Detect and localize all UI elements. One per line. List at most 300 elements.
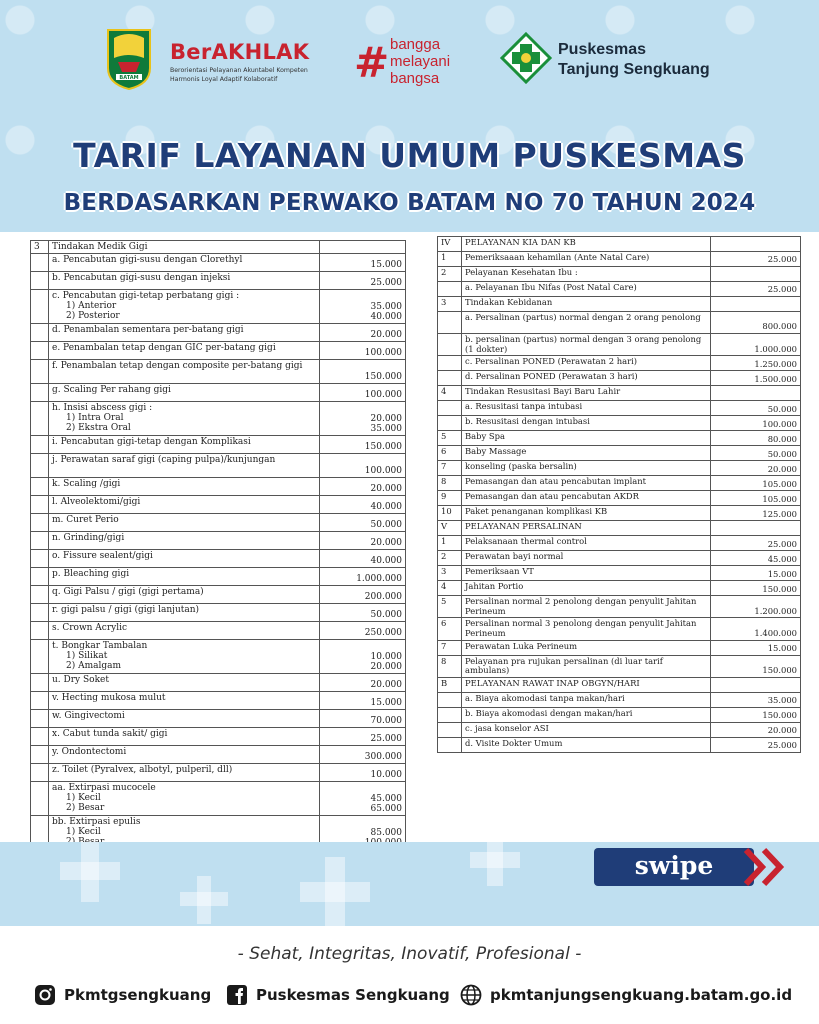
table-row xyxy=(31,254,406,272)
puskesmas-name xyxy=(558,40,710,80)
puskesmas-line1: Puskesmas xyxy=(558,41,647,58)
row-number xyxy=(31,360,49,384)
row-sub-price: 20.000 xyxy=(370,662,402,672)
table-row xyxy=(438,237,801,252)
row-price: 20.000 xyxy=(320,674,406,692)
row-number: 7 xyxy=(438,461,462,476)
row-price: 25.000 xyxy=(320,728,406,746)
table-row xyxy=(438,282,801,297)
row-number: 7 xyxy=(438,640,462,655)
table-row xyxy=(438,521,801,536)
row-label-text: f. Penambalan tetap dengan composite per-batang gigi xyxy=(52,361,303,371)
table-row xyxy=(438,707,801,722)
chevron-right-icon xyxy=(740,842,790,892)
row-label-text: z. Toilet (Pyralvex, albotyl, pulperil, dll) xyxy=(52,765,233,775)
row-price: 1.400.000 xyxy=(711,618,801,640)
row-number xyxy=(31,514,49,532)
row-sub-label: 2) Besar xyxy=(66,803,105,813)
row-number xyxy=(31,568,49,586)
row-label xyxy=(49,692,320,710)
row-number: 2 xyxy=(438,551,462,566)
row-price: 50.000 xyxy=(320,514,406,532)
table-row xyxy=(438,551,801,566)
row-price: 150.000 xyxy=(320,436,406,454)
batam-crest-icon xyxy=(104,28,154,90)
row-label: Pelayanan Kesehatan Ibu : xyxy=(462,267,711,282)
row-label-text: bb. Extirpasi epulis xyxy=(52,817,141,827)
row-label xyxy=(49,604,320,622)
row-number xyxy=(438,707,462,722)
row-label xyxy=(49,360,320,384)
row-price: 125.000 xyxy=(711,506,801,521)
row-number: 2 xyxy=(438,267,462,282)
table-row xyxy=(438,655,801,677)
row-price: 25.000 xyxy=(711,252,801,267)
globe-icon xyxy=(460,984,482,1006)
row-price: 100.000 xyxy=(320,384,406,402)
row-price: 150.000 xyxy=(711,707,801,722)
table-row xyxy=(438,476,801,491)
bangga-line1: bangga xyxy=(390,36,441,53)
section-number: 3 xyxy=(31,241,49,254)
row-sub-label: 1) Intra Oral xyxy=(66,413,124,423)
row-label xyxy=(49,782,320,816)
facebook-icon xyxy=(226,984,248,1006)
row-price xyxy=(711,267,801,282)
table-row xyxy=(438,446,801,461)
row-label: Pelayanan pra rujukan persalinan (di luar tarif ambulans) xyxy=(462,655,711,677)
row-price xyxy=(711,386,801,401)
row-number: 6 xyxy=(438,446,462,461)
table-row xyxy=(31,324,406,342)
row-price: 1.500.000 xyxy=(711,371,801,386)
row-number: 1 xyxy=(438,252,462,267)
row-number xyxy=(31,290,49,324)
row-label: b. Resusitasi dengan intubasi xyxy=(462,416,711,431)
row-number: 6 xyxy=(438,618,462,640)
table-row xyxy=(31,290,406,324)
table-row xyxy=(31,272,406,290)
row-number xyxy=(31,782,49,816)
row-label-text: x. Cabut tunda sakit/ gigi xyxy=(52,729,168,739)
row-price: 25.000 xyxy=(711,282,801,297)
row-number xyxy=(31,436,49,454)
table-row xyxy=(31,454,406,478)
row-label: d. Visite Dokter Umum xyxy=(462,737,711,752)
row-price: 35.000 xyxy=(711,692,801,707)
row-price: 100.000 xyxy=(711,416,801,431)
row-price: 80.000 xyxy=(711,431,801,446)
table-row xyxy=(31,402,406,436)
table-row xyxy=(438,371,801,386)
row-number xyxy=(31,254,49,272)
row-price: 100.000 xyxy=(320,454,406,478)
row-price xyxy=(711,521,801,536)
row-sub-price: 35.000 xyxy=(370,302,402,312)
table-row xyxy=(31,764,406,782)
row-number: 8 xyxy=(438,655,462,677)
row-label-text: i. Pencabutan gigi-tetap dengan Komplikasi xyxy=(52,437,251,447)
row-price xyxy=(320,290,406,324)
batam-label: BATAM xyxy=(119,75,139,81)
row-price: 20.000 xyxy=(711,722,801,737)
row-number: 4 xyxy=(438,386,462,401)
row-sub-price: 10.000 xyxy=(370,652,402,662)
row-label: PELAYANAN RAWAT INAP OBGYN/HARI xyxy=(462,677,711,692)
row-label xyxy=(49,710,320,728)
row-number: 10 xyxy=(438,506,462,521)
row-number xyxy=(31,640,49,674)
row-price: 70.000 xyxy=(320,710,406,728)
row-price: 25.000 xyxy=(711,536,801,551)
row-price: 300.000 xyxy=(320,746,406,764)
row-number: 4 xyxy=(438,581,462,596)
row-price: 20.000 xyxy=(320,324,406,342)
row-label-text: h. Insisi abscess gigi : xyxy=(52,403,153,413)
row-price: 100.000 xyxy=(320,342,406,360)
website-url: pkmtanjungsengkuang.batam.go.id xyxy=(490,986,793,1004)
row-label-text: c. Pencabutan gigi-tetap perbatang gigi : xyxy=(52,291,240,301)
row-label xyxy=(49,254,320,272)
row-label xyxy=(49,622,320,640)
row-price: 25.000 xyxy=(711,737,801,752)
row-label: c. jasa konselor ASI xyxy=(462,722,711,737)
row-number xyxy=(31,478,49,496)
bangga-line3: bangsa xyxy=(390,70,440,87)
row-price: 40.000 xyxy=(320,550,406,568)
table-row xyxy=(438,267,801,282)
row-label-text: r. gigi palsu / gigi (gigi lanjutan) xyxy=(52,605,200,615)
row-price: 150.000 xyxy=(711,581,801,596)
row-sub-label: 2) Ekstra Oral xyxy=(66,423,131,433)
row-number xyxy=(31,604,49,622)
row-price: 50.000 xyxy=(711,401,801,416)
row-price: 20.000 xyxy=(711,461,801,476)
row-number xyxy=(31,324,49,342)
row-label xyxy=(49,324,320,342)
row-price xyxy=(320,640,406,674)
row-number xyxy=(31,746,49,764)
row-price: 105.000 xyxy=(711,476,801,491)
row-number: 3 xyxy=(438,297,462,312)
row-label xyxy=(49,728,320,746)
row-label-text: e. Penambalan tetap dengan GIC per-batang gigi xyxy=(52,343,276,353)
table-row xyxy=(31,782,406,816)
row-label: Paket penanganan komplikasi KB xyxy=(462,506,711,521)
left-tariff-table xyxy=(30,240,406,850)
row-label xyxy=(49,342,320,360)
table-row xyxy=(438,356,801,371)
row-label: Tindakan Kebidanan xyxy=(462,297,711,312)
row-price: 10.000 xyxy=(320,764,406,782)
table-row xyxy=(438,506,801,521)
swipe-button[interactable]: swipe xyxy=(594,848,754,886)
table-row xyxy=(31,478,406,496)
row-number xyxy=(31,402,49,436)
row-label-text: q. Gigi Palsu / gigi (gigi pertama) xyxy=(52,587,204,597)
row-label xyxy=(49,674,320,692)
table-row xyxy=(438,252,801,267)
row-price: 150.000 xyxy=(320,360,406,384)
table-row xyxy=(438,677,801,692)
row-number xyxy=(31,342,49,360)
section-title: Tindakan Medik Gigi xyxy=(49,241,320,254)
row-label-text: t. Bongkar Tambalan xyxy=(52,641,148,651)
table-row xyxy=(31,674,406,692)
row-price: 250.000 xyxy=(320,622,406,640)
table-row xyxy=(438,334,801,356)
table-row xyxy=(438,401,801,416)
row-label xyxy=(49,478,320,496)
row-label: d. Persalinan PONED (Perawatan 3 hari) xyxy=(462,371,711,386)
table-row xyxy=(438,581,801,596)
row-sub-price: 65.000 xyxy=(370,804,402,814)
table-row xyxy=(31,360,406,384)
table-row xyxy=(31,586,406,604)
row-price: 15.000 xyxy=(320,692,406,710)
row-sub-label: 1) Kecil xyxy=(66,827,101,837)
facebook-link[interactable] xyxy=(226,982,450,1008)
row-number: 5 xyxy=(438,431,462,446)
row-number xyxy=(438,416,462,431)
row-label: Tindakan Resusitasi Bayi Baru Lahir xyxy=(462,386,711,401)
row-label: a. Pelayanan Ibu Nifas (Post Natal Care) xyxy=(462,282,711,297)
header-logos xyxy=(0,20,819,100)
row-price: 15.000 xyxy=(711,640,801,655)
row-price xyxy=(711,677,801,692)
table-row xyxy=(438,431,801,446)
row-number xyxy=(438,356,462,371)
row-number: 5 xyxy=(438,596,462,618)
table-row xyxy=(31,746,406,764)
table-row xyxy=(438,386,801,401)
row-label xyxy=(49,290,320,324)
row-sub-label: 1) Kecil xyxy=(66,793,101,803)
row-label: Pemasangan dan atau pencabutan implant xyxy=(462,476,711,491)
row-number xyxy=(438,371,462,386)
table-row xyxy=(438,618,801,640)
table-row xyxy=(31,604,406,622)
page-title: TARIF LAYANAN UMUM PUSKESMAS xyxy=(73,136,746,175)
row-price: 150.000 xyxy=(711,655,801,677)
row-label-text: p. Bleaching gigi xyxy=(52,569,130,579)
row-price: 105.000 xyxy=(711,491,801,506)
row-label-text: w. Gingivectomi xyxy=(52,711,125,721)
footer xyxy=(0,926,819,1024)
row-label-text: m. Curet Perio xyxy=(52,515,119,525)
page-subtitle: BERDASARKAN PERWAKO BATAM NO 70 TAHUN 2024 xyxy=(63,190,756,216)
row-label xyxy=(49,746,320,764)
row-number xyxy=(438,312,462,334)
row-number: 9 xyxy=(438,491,462,506)
row-number xyxy=(31,764,49,782)
row-number xyxy=(438,334,462,356)
table-row xyxy=(438,536,801,551)
row-label xyxy=(49,272,320,290)
row-label-text: j. Perawatan saraf gigi (caping pulpa)/kunjungan xyxy=(52,455,276,465)
instagram-icon xyxy=(34,984,56,1006)
row-label xyxy=(49,532,320,550)
row-label-text: aa. Extirpasi mucocele xyxy=(52,783,156,793)
right-tariff-table xyxy=(437,236,801,753)
row-label: Pemasangan dan atau pencabutan AKDR xyxy=(462,491,711,506)
row-sub-label: 2) Posterior xyxy=(66,311,120,321)
row-price: 1.000.000 xyxy=(320,568,406,586)
row-sub-price: 85.000 xyxy=(370,828,402,838)
row-label-text: g. Scaling Per rahang gigi xyxy=(52,385,171,395)
table-row xyxy=(438,737,801,752)
table-row xyxy=(438,722,801,737)
row-label: PELAYANAN KIA DAN KB xyxy=(462,237,711,252)
row-price xyxy=(320,402,406,436)
row-number: 1 xyxy=(438,536,462,551)
motto: - Sehat, Integritas, Inovatif, Profesional - xyxy=(237,944,582,964)
row-sub-label: 2) Amalgam xyxy=(66,661,122,671)
row-number xyxy=(31,710,49,728)
row-label: Perawatan Luka Perineum xyxy=(462,640,711,655)
row-sub-price: 40.000 xyxy=(370,312,402,322)
row-label-text: n. Grinding/gigi xyxy=(52,533,125,543)
table-row xyxy=(438,566,801,581)
puskesmas-line2: Tanjung Sengkuang xyxy=(558,61,710,78)
row-label-text: k. Scaling /gigi xyxy=(52,479,121,489)
berakhlak-logo xyxy=(170,40,340,84)
row-number: B xyxy=(438,677,462,692)
row-label xyxy=(49,586,320,604)
instagram-link[interactable] xyxy=(34,982,211,1008)
row-label: b. persalinan (partus) normal dengan 3 orang penolong (1 dokter) xyxy=(462,334,711,356)
table-row xyxy=(438,692,801,707)
table-row xyxy=(31,692,406,710)
row-label: Persalinan normal 2 penolong dengan penyulit Jahitan Perineum xyxy=(462,596,711,618)
row-price: 25.000 xyxy=(320,272,406,290)
row-price: 1.000.000 xyxy=(711,334,801,356)
row-price: 20.000 xyxy=(320,532,406,550)
table-row xyxy=(438,297,801,312)
row-number xyxy=(31,692,49,710)
row-price: 200.000 xyxy=(320,586,406,604)
table-row xyxy=(438,491,801,506)
row-number xyxy=(31,586,49,604)
row-label-text: a. Pencabutan gigi-susu dengan Clorethyl xyxy=(52,255,243,265)
row-sub-price: 20.000 xyxy=(370,414,402,424)
row-price: 800.000 xyxy=(711,312,801,334)
row-label xyxy=(49,454,320,478)
row-label xyxy=(49,550,320,568)
row-sub-label: 1) Anterior xyxy=(66,301,117,311)
row-label xyxy=(49,568,320,586)
row-label xyxy=(49,640,320,674)
facebook-page: Puskesmas Sengkuang xyxy=(256,986,450,1004)
row-label: Pemeriksaan VT xyxy=(462,566,711,581)
row-label: b. Biaya akomodasi dengan makan/hari xyxy=(462,707,711,722)
table-row xyxy=(438,596,801,618)
row-label-text: l. Alveolektomi/gigi xyxy=(52,497,141,507)
row-sub-label: 1) Silikat xyxy=(66,651,108,661)
table-row xyxy=(438,640,801,655)
row-label: Perawatan bayi normal xyxy=(462,551,711,566)
row-price xyxy=(711,237,801,252)
table-row xyxy=(31,640,406,674)
row-sub-price: 35.000 xyxy=(370,424,402,434)
row-number xyxy=(438,401,462,416)
table-row xyxy=(31,514,406,532)
row-label: Baby Spa xyxy=(462,431,711,446)
row-number xyxy=(31,454,49,478)
table-row xyxy=(31,710,406,728)
row-number xyxy=(438,722,462,737)
table-row xyxy=(31,342,406,360)
row-label: a. Resusitasi tanpa intubasi xyxy=(462,401,711,416)
table-row xyxy=(31,532,406,550)
table-row xyxy=(438,312,801,334)
table-row xyxy=(438,461,801,476)
row-label: a. Biaya akomodasi tanpa makan/hari xyxy=(462,692,711,707)
row-price: 40.000 xyxy=(320,496,406,514)
row-price: 45.000 xyxy=(711,551,801,566)
table-row xyxy=(31,550,406,568)
row-number: 8 xyxy=(438,476,462,491)
row-number xyxy=(31,496,49,514)
row-label: Persalinan normal 3 penolong dengan penyulit Jahitan Perineum xyxy=(462,618,711,640)
table-row xyxy=(31,728,406,746)
row-label-text: b. Pencabutan gigi-susu dengan injeksi xyxy=(52,273,231,283)
row-number xyxy=(31,532,49,550)
table-row xyxy=(31,622,406,640)
row-label: a. Persalinan (partus) normal dengan 2 orang penolong xyxy=(462,312,711,334)
row-label xyxy=(49,384,320,402)
row-label xyxy=(49,496,320,514)
table-row xyxy=(438,416,801,431)
table-row xyxy=(31,496,406,514)
row-label: PELAYANAN PERSALINAN xyxy=(462,521,711,536)
website-link[interactable] xyxy=(460,982,792,1008)
row-label: Baby Massage xyxy=(462,446,711,461)
row-number: V xyxy=(438,521,462,536)
row-price: 50.000 xyxy=(711,446,801,461)
row-price: 15.000 xyxy=(711,566,801,581)
row-label-text: d. Penambalan sementara per-batang gigi xyxy=(52,325,244,335)
row-number xyxy=(438,692,462,707)
row-number xyxy=(31,550,49,568)
tariff-document xyxy=(0,232,819,842)
row-number xyxy=(31,728,49,746)
row-label xyxy=(49,764,320,782)
berakhlak-title: BerAKHLAK xyxy=(170,40,310,64)
row-label xyxy=(49,514,320,532)
row-label-text: y. Ondontectomi xyxy=(52,747,127,757)
row-label-text: v. Hecting mukosa mulut xyxy=(52,693,166,703)
instagram-handle: Pkmtgsengkuang xyxy=(64,986,212,1004)
row-label: konseling (paska bersalin) xyxy=(462,461,711,476)
row-label: Pemeriksaaan kehamilan (Ante Natal Care) xyxy=(462,252,711,267)
berakhlak-sub1: Berorientasi Pelayanan Akuntabel Kompeten xyxy=(170,67,308,74)
row-price: 50.000 xyxy=(320,604,406,622)
row-label: Jahitan Portio xyxy=(462,581,711,596)
row-number xyxy=(31,674,49,692)
row-label: c. Persalinan PONED (Perawatan 2 hari) xyxy=(462,356,711,371)
row-label xyxy=(49,436,320,454)
row-price: 15.000 xyxy=(320,254,406,272)
table-header-row xyxy=(31,241,406,254)
bangga-melayani-logo xyxy=(354,34,484,92)
row-number xyxy=(31,384,49,402)
row-sub-price: 45.000 xyxy=(370,794,402,804)
row-label-text: s. Crown Acrylic xyxy=(52,623,128,633)
row-price: 1.200.000 xyxy=(711,596,801,618)
puskesmas-cross-icon xyxy=(500,32,552,84)
row-number: 3 xyxy=(438,566,462,581)
